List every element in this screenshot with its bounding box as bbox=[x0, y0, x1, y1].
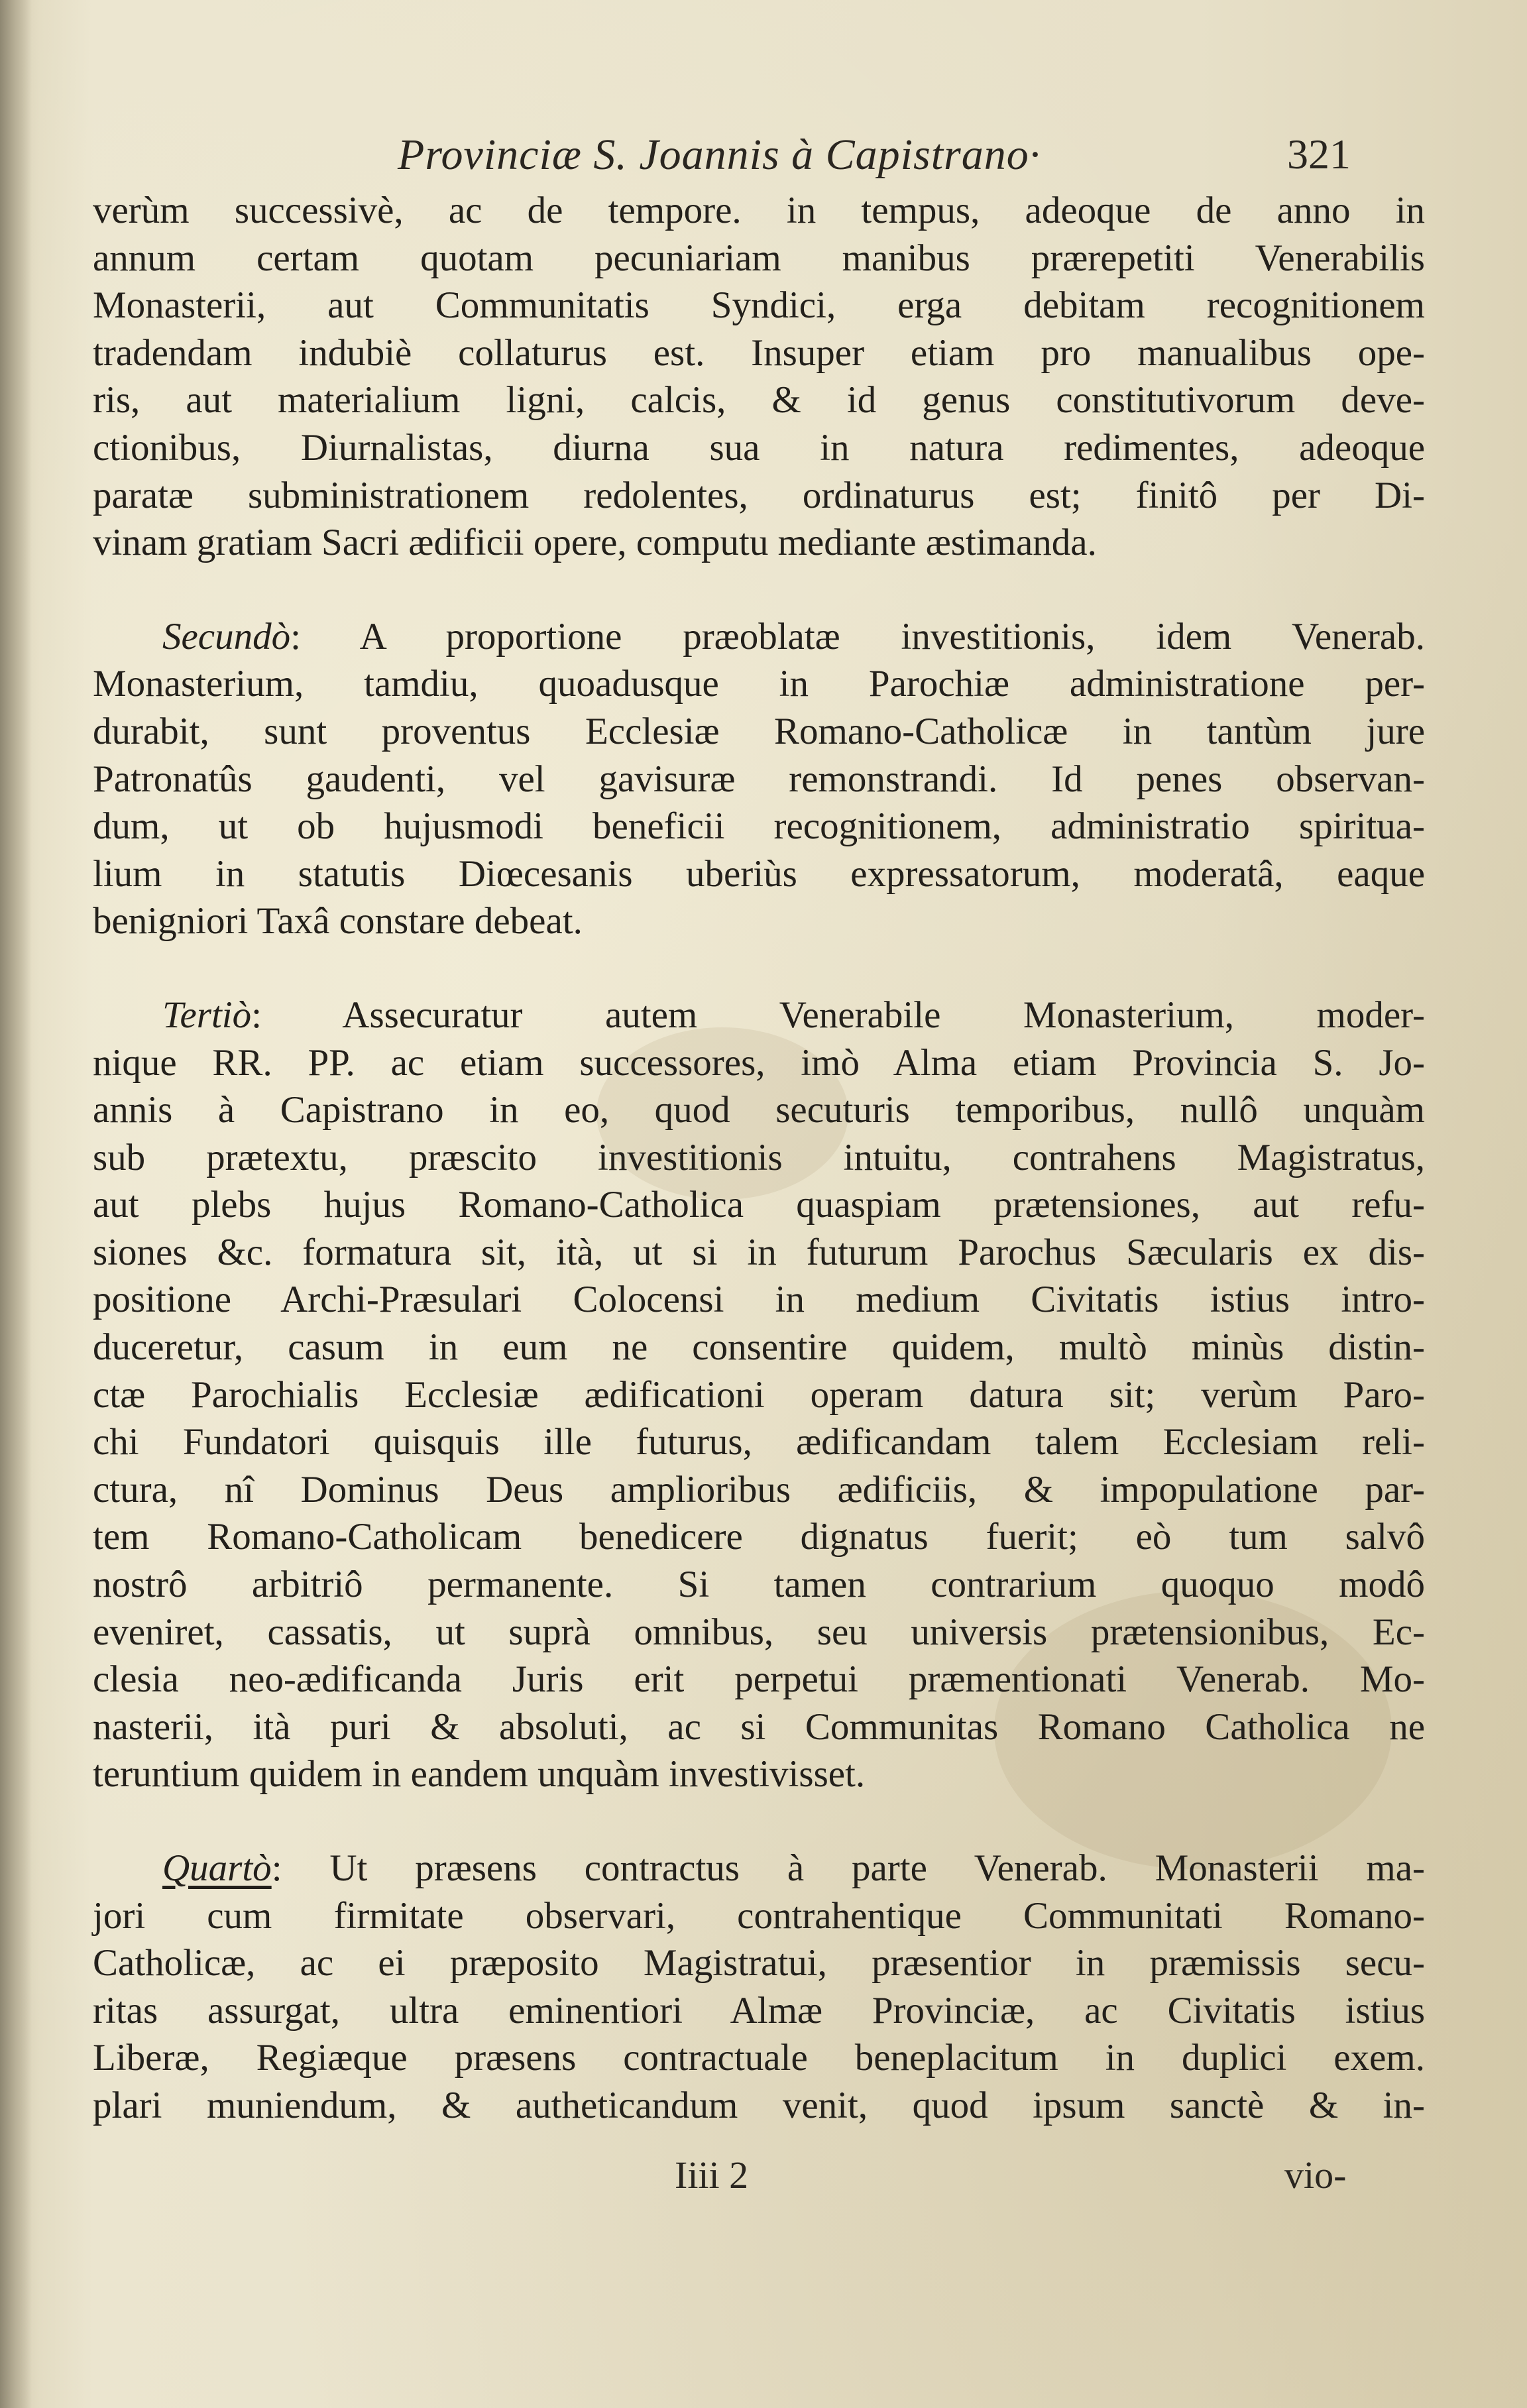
paragraph-gap bbox=[93, 1798, 1425, 1845]
paragraph-lead: Tertiò bbox=[162, 994, 252, 1036]
text-line: tem Romano-Catholicam benedicere dignatus fuerit; eò tum salvô bbox=[93, 1516, 1425, 1558]
text-line: lium in statutis Diœcesanis uberiùs expressatorum, moderatâ, eaque bbox=[93, 852, 1425, 895]
text-line: benigniori Taxâ constare debeat. bbox=[93, 900, 583, 943]
text-line: sub prætextu, præscito investitionis intuitu, contrahens Magistratus, bbox=[93, 1136, 1425, 1178]
text-line: plari muniendum, & autheticandum venit, quod ipsum sanctè & in- bbox=[93, 2084, 1425, 2126]
paragraph bbox=[93, 613, 1425, 945]
text-line: nostrô arbitriô permanente. Si tamen contrarium quoquo modô bbox=[93, 1564, 1425, 1606]
text-line bbox=[93, 992, 1425, 1039]
running-head: Provinciæ S. Joannis à Capistrano· bbox=[398, 131, 1041, 179]
text-line: ris, aut materialium ligni, calcis, & id genus constitutivorum deve- bbox=[93, 379, 1425, 422]
paragraph-gap bbox=[93, 945, 1425, 992]
text-line: ritas assurgat, ultra eminentiori Almæ Provinciæ, ac Civitatis istius bbox=[93, 1989, 1425, 2032]
paragraph bbox=[93, 187, 1425, 567]
text-line: Liberæ, Regiæque præsens contractuale beneplacitum in duplici exem. bbox=[93, 2037, 1425, 2079]
text-line-rest: : Ut præsens contractus à parte Venerab. Monasterii ma- bbox=[271, 1847, 1425, 1889]
text-line: chi Fundatori quisquis ille futurus, ædificandam talem Ecclesiam reli- bbox=[93, 1421, 1425, 1463]
text-line: nasterii, ità puri & absoluti, ac si Communitas Romano Catholica ne bbox=[93, 1705, 1425, 1748]
paragraph-lead: Quartò bbox=[162, 1847, 272, 1889]
text-line: Monasterii, aut Communitatis Syndici, erga debitam recognitionem bbox=[93, 284, 1425, 327]
text-line: tradendam indubiè collaturus est. Insuper etiam pro manualibus ope- bbox=[93, 331, 1425, 374]
text-line: annis à Capistrano in eo, quod secuturis temporibus, nullô unquàm bbox=[93, 1089, 1425, 1131]
text-line bbox=[93, 613, 1425, 661]
text-line: aut plebs hujus Romano-Catholica quaspiam prætensiones, aut refu- bbox=[93, 1184, 1425, 1226]
text-line: annum certam quotam pecuniariam manibus prærepetiti Venerabilis bbox=[93, 237, 1425, 279]
text-line: jori cum firmitate observari, contrahentique Communitati Romano- bbox=[93, 1894, 1425, 1937]
text-line: vinam gratiam Sacri ædificii opere, computu mediante æstimanda. bbox=[93, 522, 1097, 564]
text-line: eveniret, cassatis, ut suprà omnibus, seu universis prætensionibus, Ec- bbox=[93, 1611, 1425, 1653]
text-line: Catholicæ, ac ei præposito Magistratui, præsentior in præmissis secu- bbox=[93, 1942, 1425, 1984]
text-line: ctionibus, Diurnalistas, diurna sua in natura redimentes, adeoque bbox=[93, 426, 1425, 469]
text-line: positione Archi-Præsulari Colocensi in medium Civitatis istius intro- bbox=[93, 1279, 1425, 1321]
text-line-rest: : A proportione præoblatæ investitionis, idem Venerab. bbox=[290, 615, 1425, 658]
text-line: paratæ subministrationem redolentes, ordinaturus est; finitô per Di- bbox=[93, 474, 1425, 516]
text-line: dum, ut ob hujusmodi beneficii recognitionem, administratio spiritua- bbox=[93, 805, 1425, 848]
text-line: ctæ Parochialis Ecclesiæ ædificationi operam datura sit; verùm Paro- bbox=[93, 1373, 1425, 1416]
page-footer bbox=[0, 2153, 1527, 2206]
paragraph bbox=[93, 992, 1425, 1798]
text-line: teruntium quidem in eandem unquàm investivisset. bbox=[93, 1753, 866, 1796]
text-line: Patronatûs gaudenti, vel gavisuræ remonstrandi. Id penes observan- bbox=[93, 758, 1425, 800]
paragraph bbox=[93, 1845, 1425, 2130]
text-line: clesia neo-ædificanda Juris erit perpetui præmentionati Venerab. Mo- bbox=[93, 1658, 1425, 1701]
paragraph-gap bbox=[93, 567, 1425, 613]
page-body bbox=[93, 187, 1425, 2130]
page-number: 321 bbox=[1287, 131, 1351, 178]
catchword: vio- bbox=[1284, 2153, 1347, 2197]
text-line: nique RR. PP. ac etiam successores, imò Alma etiam Provincia S. Jo- bbox=[93, 1041, 1425, 1084]
text-line-rest: : Assecuratur autem Venerabile Monasterium, moder- bbox=[251, 994, 1425, 1036]
paragraph-lead: Secundò bbox=[162, 615, 291, 658]
page-header bbox=[0, 130, 1527, 190]
text-line: verùm successivè, ac de tempore. in tempus, adeoque de anno in bbox=[93, 190, 1425, 231]
text-line: durabit, sunt proventus Ecclesiæ Romano-Catholicæ in tantùm jure bbox=[93, 710, 1425, 752]
signature-mark: Iiii 2 bbox=[675, 2153, 749, 2197]
text-line: ctura, nî Dominus Deus amplioribus ædificiis, & impopulatione par- bbox=[93, 1468, 1425, 1511]
text-line bbox=[93, 1845, 1425, 1892]
text-line: Monasterium, tamdiu, quoadusque in Parochiæ administratione per- bbox=[93, 663, 1425, 705]
page-gutter-shadow bbox=[0, 0, 32, 2408]
text-line: duceretur, casum in eum ne consentire quidem, multò minùs distin- bbox=[93, 1326, 1425, 1369]
text-line: siones &c. formatura sit, ità, ut si in futurum Parochus Sæcularis ex dis- bbox=[93, 1231, 1425, 1273]
